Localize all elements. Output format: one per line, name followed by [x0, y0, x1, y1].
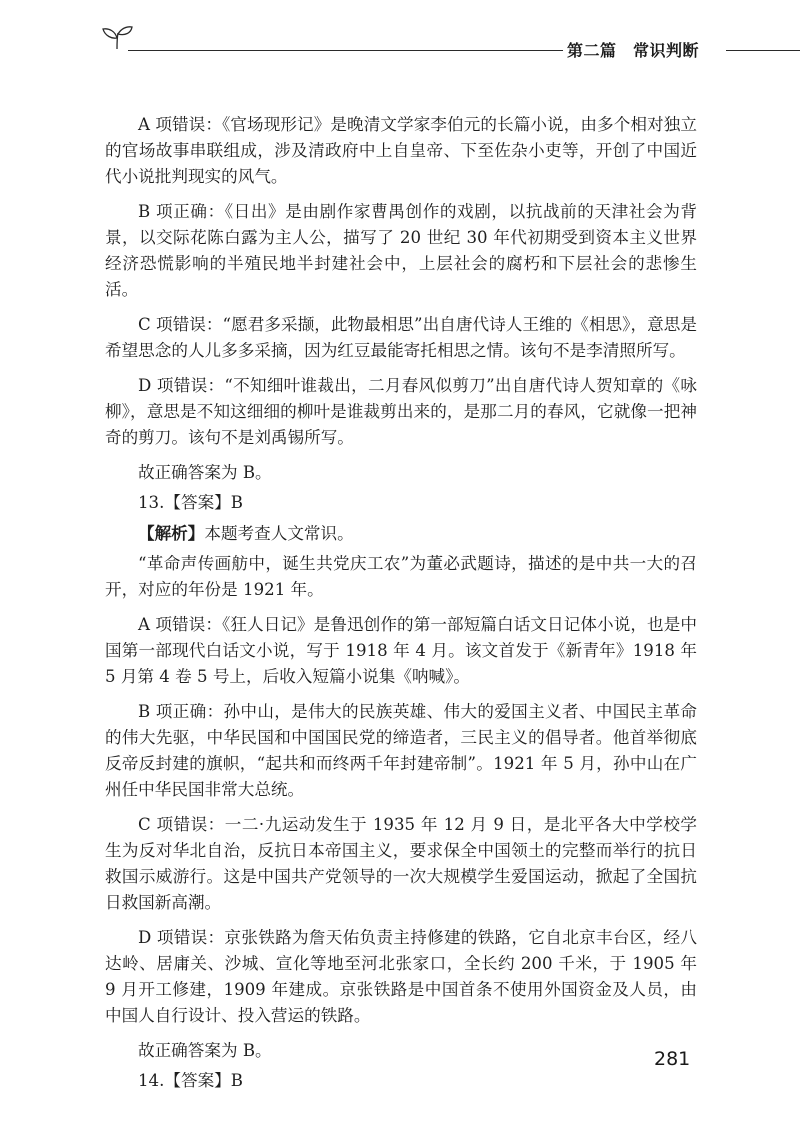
paragraph: A 项错误：《狂人日记》是鲁迅创作的第一部短篇白话文日记体小说，也是中国第一部现代白话文小说，写于 1918 年 4 月。该文首发于《新青年》1918 年 5 月第 4 卷 5 号上，后收入短篇小说集《呐喊》。	[105, 615, 697, 686]
paragraph: A 项错误：《官场现形记》是晚清文学家李伯元的长篇小说，由多个相对独立的官场故事串联组成，涉及清政府中上自皇帝、下至佐杂小吏等，开创了中国近代小说批判现实的风气。	[105, 115, 697, 186]
paragraph: C 项错误：一二·九运动发生于 1935 年 12 月 9 日，是北平各大中学校学生为反对华北自治，反抗日本帝国主义，要求保全中国领土的完整而举行的抗日救国示威游行。这是中国共产党领导的一次大规模学生爱国运动，掀起了全国抗日救国新高潮。	[105, 815, 697, 912]
conclusion-line: 故正确答案为 B。	[138, 1041, 272, 1060]
answer-line-13: 13.【答案】B	[138, 493, 243, 512]
answer-line-14: 14.【答案】B	[138, 1071, 243, 1090]
paragraph: B 项正确：《日出》是由剧作家曹禺创作的戏剧，以抗战前的天津社会为背景，以交际花陈白露为主人公，描写了 20 世纪 30 年代初期受到资本主义世界经济恐慌影响的半殖民地半封建社会中，上层社会的腐朽和下层社会的悲惨生活。	[105, 202, 697, 299]
page-body	[105, 112, 697, 1098]
analysis-text: 本题考查人文常识。	[204, 524, 354, 543]
sprout-icon	[100, 24, 134, 50]
paragraph: B 项正确：孙中山，是伟大的民族英雄、伟大的爱国主义者、中国民主革命的伟大先驱，中华民国和中国国民党的缔造者，三民主义的倡导者。他首举彻底反帝反封建的旗帜，“起共和而终两千年封建帝制”。1921 年 5 月，孙中山在广州任中华民国非常大总统。	[105, 702, 697, 799]
analysis-line-13	[105, 520, 697, 547]
paragraph: “革命声传画舫中，诞生共党庆工农”为董必武题诗，描述的是中共一大的召开，对应的年份是 1921 年。	[105, 554, 697, 599]
section-title: 第二篇 常识判断	[567, 41, 700, 60]
header-rule-left	[128, 50, 563, 51]
header-rule-right	[726, 50, 800, 51]
page-header	[0, 0, 800, 60]
paragraph: C 项错误：“愿君多采撷，此物最相思”出自唐代诗人王维的《相思》，意思是希望思念的人儿多多采摘，因为红豆最能寄托相思之情。该句不是李清照所写。	[105, 315, 697, 360]
paragraph: D 项错误：“不知细叶谁裁出，二月春风似剪刀”出自唐代诗人贺知章的《咏柳》，意思是不知这细细的柳叶是谁裁剪出来的，是那二月的春风，它就像一把神奇的剪刀。该句不是刘禹锡所写。	[105, 376, 697, 447]
page-number: 281	[654, 1048, 691, 1070]
paragraph: D 项错误：京张铁路为詹天佑负责主持修建的铁路，它自北京丰台区，经八达岭、居庸关、沙城、宣化等地至河北张家口，全长约 200 千米，于 1905 年 9 月开工修建，1909 年建成。京张铁路是中国首条不使用外国资金及人员，由中国人自行设计、投入营运的铁路。	[105, 928, 697, 1025]
analysis-tag: 【解析】	[138, 523, 205, 543]
conclusion-line: 故正确答案为 B。	[138, 463, 272, 482]
